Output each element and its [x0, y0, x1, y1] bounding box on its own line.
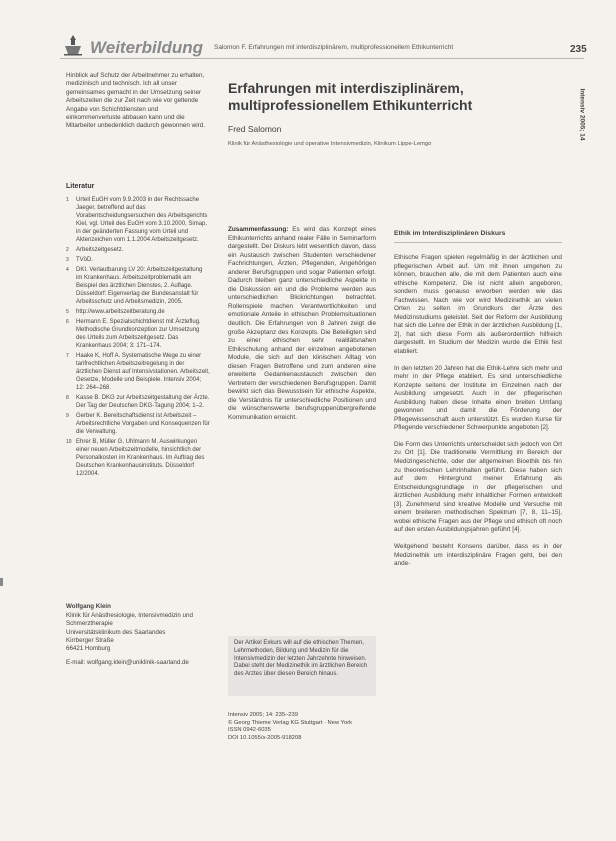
reference-item: 9 Gerber K. Bereitschaftsdienst ist Arbeitszeit – Arbeitsrechtliche Vorgaben und Konsequenzen für die Verwaltung.: [66, 413, 210, 435]
brand-title: Weiterbildung: [90, 38, 204, 57]
body-paragraph: Ethische Fragen spielen regelmäßig in der ärztlichen und pflegerischen Arbeit auf. Um mit ihnen umgehen zu können, brauchen alle, die mit dem Patienten auch eine ethische Kompetenz. Die ist nicht allein angeboren, sondern muss genauso erworben werden wie das Fachwissen. Nach wie vor wird Medizinethik an vielen Orten zu selten im Grundkurs der Ärzte des Medizinstudiums geleistet. Seit der Reform der Ausbildung hat sich die Lehre der Ethik in der ärztlichen Ausbildung [1, 2], hat sich diese Form als außerordentlich hilfreich dargestellt. Im Studium der Medizin wurde die Ethik fest etabliert.: [394, 254, 562, 356]
body-paragraph: Weitgehend besteht Konsens darüber, dass es in der Medizinethik um interdisziplinäre Fragen geht, bei den ande-: [394, 542, 562, 568]
section-heading: Ethik im Interdisziplinären Diskurs: [394, 230, 506, 237]
email-link[interactable]: E-mail: wolfgang.klein@uniklinik-saarland.de: [66, 659, 189, 667]
page-number: 235: [570, 44, 587, 55]
reference-item: 8 Kasse B. DKG zur Arbeitszeitgestaltung der Ärzte. Der Tag der Deutschen DKG-Tagung 2004; 1–2.: [66, 395, 210, 409]
reference-list: [66, 196, 210, 480]
keywords-box: Der Artikel Exkurs will auf die ethischen Themen, Lehrmethoden, Bildung und Medizin für die Intensivmedizin der letzten Jahrzehnte hinweisen. Dabei steht der Medizinethik im ärztlichen Bereich des Arztes über diesen Bereich hinaus.: [228, 636, 376, 696]
reference-item: 6 Hermann E. Spezialschichtdienst mit Ärzteflug. Methodische Grundkonzeption zur Umsetzung des Urteils zum Arbeitszeitgesetz. Das Krankenhaus 2004; 3: 171–174.: [66, 319, 201, 349]
correspondence-address: [66, 603, 210, 667]
section-body: [394, 254, 562, 577]
literature-heading: Literatur: [66, 183, 95, 190]
weiterbildung-logo-icon: [62, 34, 84, 56]
article-affiliation: Klinik für Anästhesiologie und operative Intensivmedizin, Klinikum Lippe-Lemgo: [228, 141, 432, 147]
address-line: Universitätsklinikum des Saarlandes: [66, 628, 166, 636]
pubinfo-line: DOI 10.1055/s-2005-918208: [228, 734, 302, 741]
abstract: [228, 226, 376, 423]
reference-item: 4 DKI. Verlautbarung LV 20: Arbeitszeitgestaltung im Krankenhaus. Arbeitszeitproblematik am Beispiel des ärztlichen Dienstes, 2. Auflage. Düsseldorf: Eigenverlag der Bundesanstalt für Arbeitsschutz und Arbeitsmedizin, 2005.: [66, 267, 203, 305]
address-name: Wolfgang Klein: [66, 603, 111, 610]
pubinfo-line: © Georg Thieme Verlag KG Stuttgart · New York: [228, 719, 353, 726]
running-title: Salomon F. Erfahrungen mit interdisziplinärem, multiprofessionellem Ethikunterricht: [214, 44, 454, 51]
reference-item: 3 TVöD.: [66, 257, 94, 263]
reference-item: 2 Arbeitszeitgesetz.: [66, 247, 124, 253]
address-line: Kirrberger Straße: [66, 636, 114, 644]
abstract-lead: Zusammenfassung:: [228, 226, 289, 233]
pubinfo-line: Intensiv 2005; 14: 235–239: [228, 712, 298, 718]
reference-item: 7 Haake K, Hoff A. Systematische Wege zu einer tarifrechtlichen Arbeitszeitregelung in der ärztlichen Dienst auf Intensivstationen. Arbeitszeit, Gesetze, Modelle und Beispiele. Intensiv 2004; 12: 264–268.: [66, 353, 210, 391]
section-divider: [394, 242, 562, 243]
reference-item: 10 Ehrer B, Müller G, Uhlmann M. Auswirkungen einer neuen Arbeitszeitmodelle, hinsichtlich der Personalkosten im Krankenhaus. Im Auftrag des Deutschen Krankenhausinstituts. Düsseldorf 12/2004.: [66, 439, 205, 477]
address-line: Klinik für Anästhesiologie, Intensivmedizin und Schmerztherapie: [66, 612, 193, 628]
body-paragraph: Die Form des Unterrichts unterscheidet sich jedoch von Ort zu Ort [1]. Die traditionelle Vermittlung im Bereich der Medizingeschichte, oder der allgemeinen Bioethik bis hin zu theoretischen Lehrinhalten geführt. Diese haben sich auf dem Hintergrund meiner Erfahrung als Entscheidungsgrundlage in der pflegerischen und ärztlichen Ausbildung mehr inhaltlicher Formen entwickelt [3]. Zunehmend sind kreative Modelle und Versuche mit einem breiteren methodischen Spektrum [7, 8, 11–15], wobei ethische Fragen aus der Pflege und ethisch oft noch auf den ersten Ausbildungsjahren geführt [4].: [394, 440, 562, 534]
reference-item: 1 Urteil EuGH vom 9.9.2003 in der Rechtssache Jaeger, betreffend auf das Vorabentscheidungsersuchen des Arbeitsgerichts Kiel, vgl. Urteil des EuGH vom 3.10.2000, Simap, in der geänderten Fassung vom Urteil und Aktenzeichen vom 1.1.2004 Arbeitszeitgesetz.: [66, 197, 208, 243]
journal-side-tab-label: Intensiv 2005; 14: [578, 88, 586, 141]
address-line: 66421 Homburg: [66, 645, 111, 653]
header-divider: [60, 58, 584, 59]
journal-side-tab: [575, 76, 589, 160]
pubinfo-line: ISSN 0942-6035: [228, 727, 271, 734]
reference-item: 5 http://www.arbeitszeitberatung.de: [66, 309, 165, 315]
intro-paragraph: [66, 72, 210, 131]
scan-mark: [0, 578, 3, 586]
article-title: Erfahrungen mit interdisziplinärem, multiprofessionellem Ethikunterricht: [228, 80, 473, 113]
abstract-text: Es wird das Konzept eines Ethikunterrichts anhand realer Fälle in Seminarform dargestellt. Der Diskurs lebt wesentlich davon, dass ein Austausch zwischen Studenten verschiedener Fachrichtungen, Ärzten, Pflegenden, Angehörigen anderer Berufsgruppen und sogar Patienten erfolgt. Dadurch bleiben ganz unterschiedliche Aspekte in die Diskussion ein und die Probleme werden aus unterschiedlichen Blickrichtungen betrachtet. Rollenspiele machen Verantwortlichkeiten und emotionale Anteile in ethischen Problemsituationen deutlich. Die Erfahrungen von 8 Jahren zeigt die große Akzeptanz des Konzepts. Die Beteiligten sind zu einer ethischen sehr realitätsnahen Ethikschulung anhand der einzelnen angebotenen Module, die sich auf den klinischen Alltag von diesen Fragen Betroffene und zum anderen eine erweiterte Gedankenaustausch zwischen den Vertretern der verschiedenen Berufsgruppen. Damit bewirkt sich das Bewusstsein für ethische Aspekte, die Verständnis für unterschiedliche Positionen und die wünschenswerte berufsgruppenübergreifende Kommunikation erreicht.: [228, 226, 376, 422]
article-author: Fred Salomon: [228, 124, 282, 134]
publication-info: [228, 712, 376, 742]
intro-text: Hinblick auf Schutz der Arbeitnehmer zu erhalten, medizinisch und technisch. Ich all unser gemeinsames gemacht in der Umsetzung seiner Arbeitszeiten die zur Zeit nach wie vor geltende Angabe von Schichtdiensten und einkommenverluste abbauen kann und die Mitarbeiter unbedenklich dadurch gewonnen wird.: [66, 72, 205, 130]
body-paragraph: In den letzten 20 Jahren hat die Ethik-Lehre sich mehr und mehr in der Pflege etabliert. Es sind unterschiedliche Konzepte seitens der Institute im Einzelnen nach der Ausbildung umgesetzt. Auch in der pflegerischen Ausbildung haben diese Inhalte einen breiten Umfang gewonnen und damit die Förderung der Pflegewissenschaft auch unterstützt. Es wurden Kurse für Pflegende verschiedener Schwerpunkte angeboten [2].: [394, 364, 562, 432]
